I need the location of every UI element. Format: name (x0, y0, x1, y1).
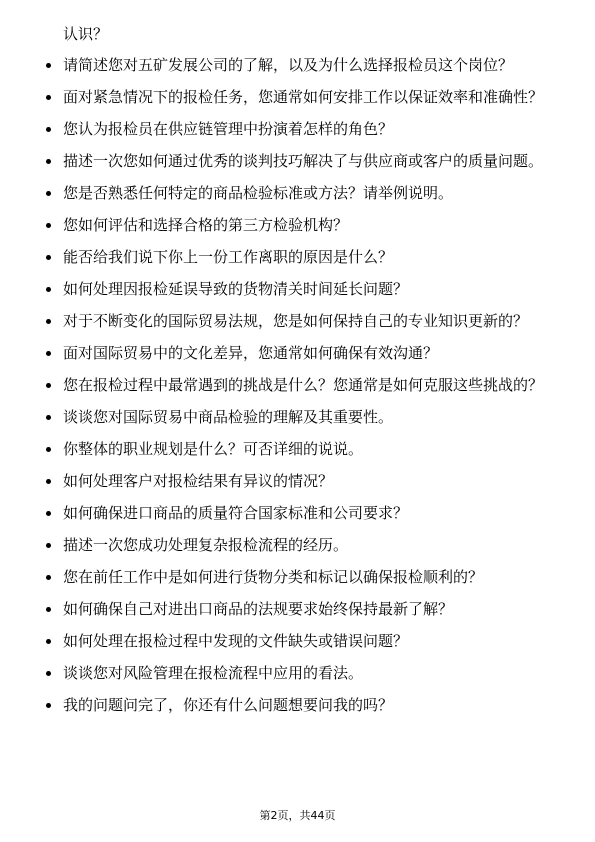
question-text: 您认为报检员在供应链管理中扮演着怎样的角色？ (63, 120, 394, 138)
question-list (46, 54, 556, 716)
question-item (46, 182, 556, 204)
question-text: 您在前任工作中是如何进行货物分类和标记以确保报检顺利的？ (63, 568, 484, 586)
bullet-icon (46, 415, 51, 420)
question-text: 请简述您对五矿发展公司的了解，以及为什么选择报检员这个岗位？ (63, 56, 514, 74)
question-item (46, 342, 556, 364)
question-item (46, 630, 556, 652)
bullet-icon (46, 95, 51, 100)
continued-text: 认识？ (63, 25, 109, 43)
page-content (46, 23, 556, 726)
bullet-icon (46, 511, 51, 516)
bullet-icon (46, 447, 51, 452)
question-item (46, 278, 556, 300)
bullet-icon (46, 287, 51, 292)
question-item (46, 662, 556, 684)
bullet-icon (46, 255, 51, 260)
question-item (46, 470, 556, 492)
question-item (46, 310, 556, 332)
bullet-icon (46, 223, 51, 228)
question-item (46, 86, 556, 108)
question-text: 描述一次您成功处理复杂报检流程的经历。 (63, 536, 349, 554)
question-text: 如何处理客户对报检结果有异议的情况？ (63, 472, 334, 490)
question-text: 如何处理因报检延误导致的货物清关时间延长问题？ (63, 280, 409, 298)
bullet-icon (46, 351, 51, 356)
question-item (46, 598, 556, 620)
question-text: 对于不断变化的国际贸易法规，您是如何保持自己的专业知识更新的？ (63, 312, 529, 330)
bullet-icon (46, 191, 51, 196)
bullet-icon (46, 127, 51, 132)
bullet-icon (46, 671, 51, 676)
question-text: 能否给我们说下你上一份工作离职的原因是什么？ (63, 248, 394, 266)
bullet-icon (46, 159, 51, 164)
question-text: 我的问题问完了，你还有什么问题想要问我的吗？ (63, 696, 394, 714)
question-item (46, 534, 556, 556)
question-text: 如何确保自己对进出口商品的法规要求始终保持最新了解？ (63, 600, 454, 618)
question-item (46, 214, 556, 236)
bullet-icon (46, 543, 51, 548)
question-text: 面对紧急情况下的报检任务，您通常如何安排工作以保证效率和准确性？ (63, 88, 544, 106)
question-item (46, 502, 556, 524)
question-item (46, 566, 556, 588)
bullet-icon (46, 479, 51, 484)
question-text: 你整体的职业规划是什么？可否详细的说说。 (63, 440, 364, 458)
bullet-icon (46, 383, 51, 388)
question-text: 您在报检过程中最常遇到的挑战是什么？您通常是如何克服这些挑战的？ (63, 376, 544, 394)
bullet-icon (46, 639, 51, 644)
bullet-icon (46, 319, 51, 324)
question-item (46, 54, 556, 76)
bullet-icon (46, 63, 51, 68)
question-text: 谈谈您对风险管理在报检流程中应用的看法。 (63, 664, 364, 682)
question-text: 面对国际贸易中的文化差异，您通常如何确保有效沟通？ (63, 344, 439, 362)
bullet-icon (46, 703, 51, 708)
page-number: 第2页，共44页 (259, 809, 336, 822)
question-text: 谈谈您对国际贸易中商品检验的理解及其重要性。 (63, 408, 394, 426)
question-item (46, 374, 556, 396)
question-item (46, 438, 556, 460)
bullet-icon (46, 575, 51, 580)
bullet-icon (46, 607, 51, 612)
question-text: 您如何评估和选择合格的第三方检验机构？ (63, 216, 349, 234)
question-item (46, 246, 556, 268)
question-text: 如何确保进口商品的质量符合国家标准和公司要求？ (63, 504, 409, 522)
question-text: 如何处理在报检过程中发现的文件缺失或错误问题？ (63, 632, 409, 650)
question-item (46, 406, 556, 428)
question-text: 您是否熟悉任何特定的商品检验标准或方法？请举例说明。 (63, 184, 454, 202)
question-text: 描述一次您如何通过优秀的谈判技巧解决了与供应商或客户的质量问题。 (63, 152, 544, 170)
question-item (46, 150, 556, 172)
question-item (46, 694, 556, 716)
question-item (46, 118, 556, 140)
